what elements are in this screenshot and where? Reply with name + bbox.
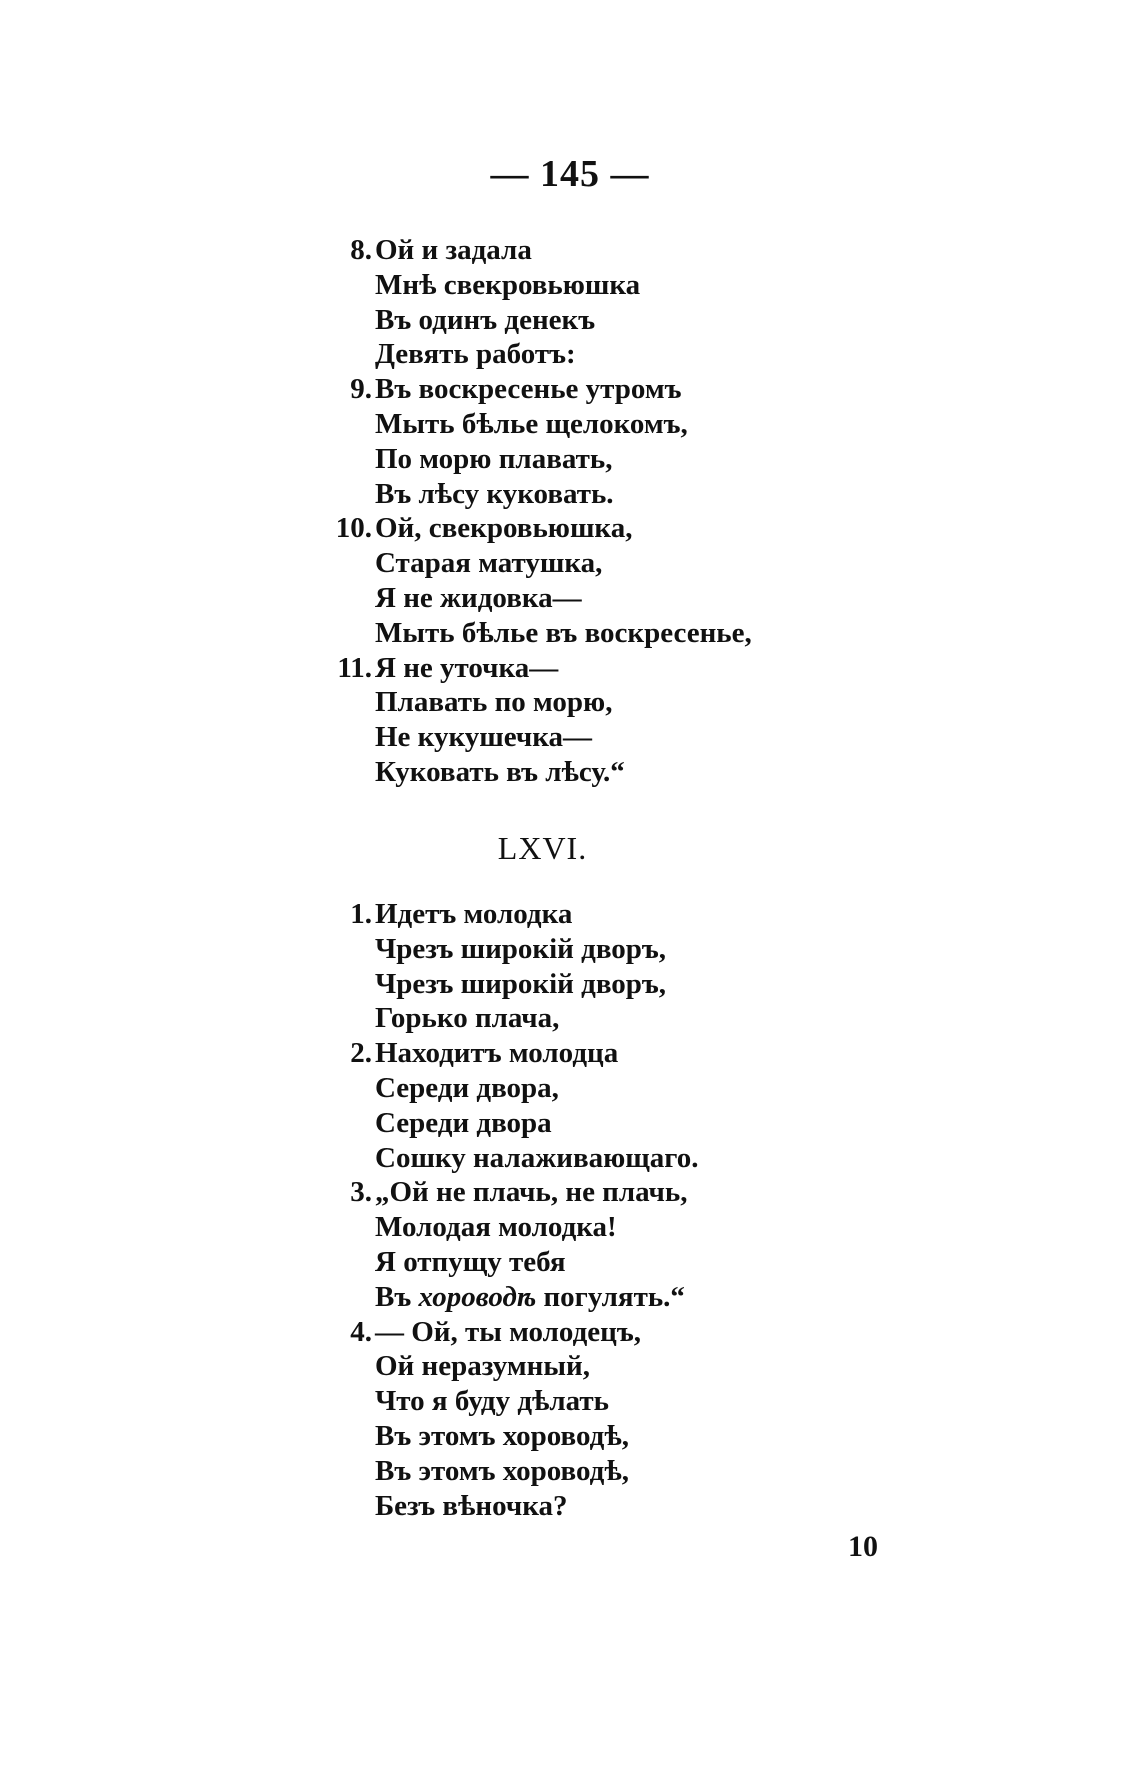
- verse-text: Середи двора: [375, 1106, 552, 1139]
- verse-line: [0, 1106, 1140, 1141]
- verse-text: Въ лѣсу куковать.: [375, 477, 614, 510]
- verse-text: Молодая молодка!: [375, 1211, 617, 1244]
- stanza-number: 4.: [350, 1315, 372, 1348]
- verse-line: [0, 1315, 1140, 1350]
- stanza-number: 8.: [350, 234, 372, 266]
- verse-text: По морю плавать,: [375, 442, 613, 475]
- verse-text: Плавать по морю,: [375, 686, 613, 719]
- verse-text: Въ одинъ денекъ: [375, 303, 596, 336]
- verse-text: Ой, свекровьюшка,: [375, 512, 633, 545]
- stanza-number: 11.: [337, 651, 372, 684]
- song-a: [0, 233, 1140, 790]
- verse-line: [0, 442, 1140, 477]
- verse-line: [0, 1036, 1140, 1071]
- verse-line: [0, 337, 1140, 372]
- verse-text: Девять работъ:: [375, 338, 576, 371]
- verse-line: [0, 651, 1140, 686]
- verse-text: Мнѣ свекровьюшка: [375, 268, 641, 301]
- section-heading: LXVI.: [497, 830, 588, 866]
- verse-line: [0, 755, 1140, 790]
- verse-line: [0, 581, 1140, 616]
- verse-line: [0, 897, 1140, 932]
- verse-line: [0, 932, 1140, 967]
- verse-text: Мыть бѣлье въ воскресенье,: [375, 616, 752, 649]
- verse-line: [0, 511, 1140, 546]
- verse-line: [0, 616, 1140, 651]
- verse-text: Находитъ молодца: [375, 1037, 619, 1070]
- verse-line: [0, 1454, 1140, 1489]
- verse-line: [0, 1245, 1140, 1280]
- verse-line: [0, 1001, 1140, 1036]
- verse-text: Чрезъ широкій дворъ,: [375, 967, 667, 1000]
- verse-line: [0, 546, 1140, 581]
- verse-text: Старая матушка,: [375, 547, 603, 580]
- italic-word: хороводѣ: [418, 1280, 537, 1313]
- verse-line: [0, 967, 1140, 1002]
- verse-line: [0, 1384, 1140, 1419]
- stanza-number: 1.: [350, 898, 372, 930]
- verse-text: Идетъ молодка: [375, 898, 573, 930]
- verse-text: Безъ вѣночка?: [375, 1489, 568, 1522]
- verse-text: Я не жидовка—: [375, 581, 582, 614]
- verse-text: Въ воскресенье утромъ: [375, 373, 682, 406]
- verse-text: Середи двора,: [375, 1071, 559, 1104]
- verse-line: [0, 1141, 1140, 1176]
- signature-mark: 10: [848, 1530, 878, 1563]
- verse-line: [0, 1349, 1140, 1384]
- verse-line: [0, 1280, 1140, 1315]
- stanza-number: 3.: [350, 1176, 372, 1209]
- verse-text: Ой неразумный,: [375, 1350, 590, 1383]
- verse-line: [0, 407, 1140, 442]
- verse-text: — Ой, ты молодецъ,: [375, 1315, 641, 1348]
- verse-text: Я отпущу тебя: [375, 1245, 566, 1278]
- verse-line: [0, 1210, 1140, 1245]
- verse-text: „Ой не плачь, не плачь,: [375, 1176, 688, 1209]
- verse-line: [0, 477, 1140, 512]
- verse-text: Въ хороводѣ погулять.“: [375, 1280, 685, 1313]
- verse-line: [0, 1071, 1140, 1106]
- verse-line: [0, 303, 1140, 338]
- verse-text: Куковать въ лѣсу.“: [375, 755, 625, 788]
- verse-text: Ой и задала: [375, 234, 532, 266]
- verse-text: Горько плача,: [375, 1002, 560, 1035]
- verse-line: [0, 268, 1140, 303]
- verse-line: [0, 372, 1140, 407]
- verse-line: [0, 720, 1140, 755]
- verse-line: [0, 1175, 1140, 1210]
- verse-text: Мыть бѣлье щелокомъ,: [375, 407, 688, 440]
- verse-text: Не кукушечка—: [375, 721, 593, 754]
- verse-text: Я не уточка—: [375, 651, 559, 684]
- verse-text: Въ этомъ хороводѣ,: [375, 1454, 630, 1487]
- verse-text: Въ этомъ хороводѣ,: [375, 1419, 630, 1452]
- verse-text: Чрезъ широкій дворъ,: [375, 932, 667, 965]
- verse-line: [0, 685, 1140, 720]
- verse-text: Что я буду дѣлать: [375, 1385, 609, 1418]
- page-number: — 145 —: [490, 153, 650, 195]
- stanza-number: 2.: [350, 1037, 372, 1070]
- verse-text: Сошку налаживающаго.: [375, 1141, 699, 1174]
- verse-line: [0, 1419, 1140, 1454]
- verse-line: [0, 233, 1140, 268]
- song-b: [0, 897, 1140, 1523]
- stanza-number: 10.: [335, 512, 372, 545]
- verse-line: [0, 1489, 1140, 1524]
- stanza-number: 9.: [350, 373, 372, 406]
